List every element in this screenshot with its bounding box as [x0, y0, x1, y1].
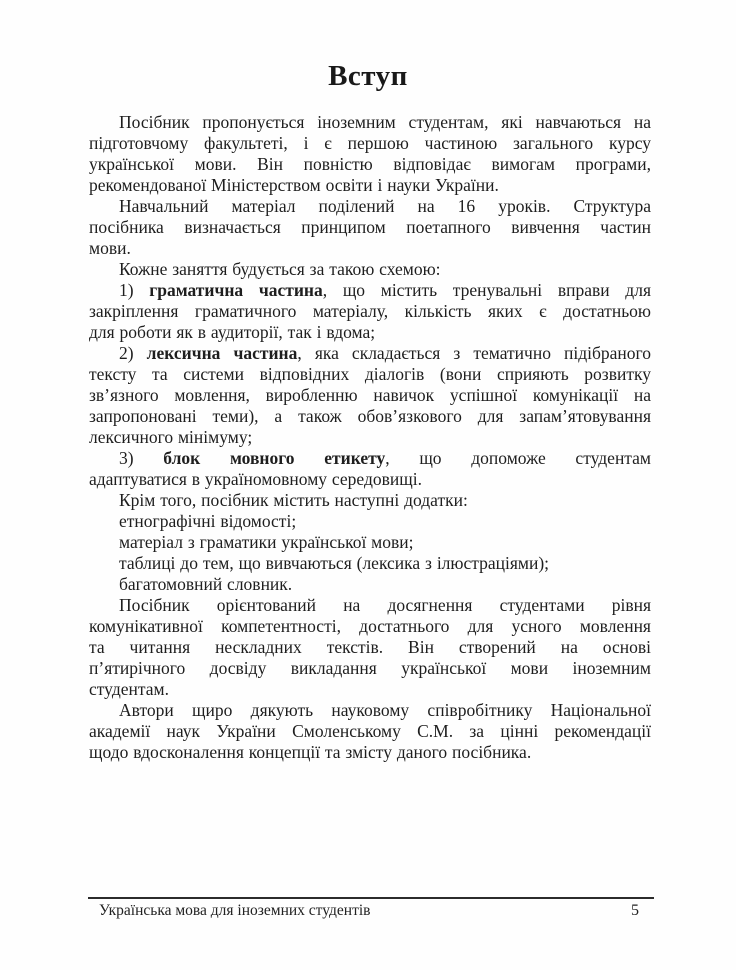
text-line [89, 427, 651, 448]
text-segment: студентам. [89, 679, 169, 699]
text-line [89, 364, 651, 385]
text-line [89, 637, 651, 658]
paragraph [89, 595, 651, 700]
text-segment: адаптуватися в україномовному середовищі. [89, 469, 422, 489]
text-line [89, 154, 651, 175]
text-line [89, 658, 651, 679]
text-line [89, 259, 651, 280]
text-line [89, 196, 651, 217]
text-line [89, 385, 651, 406]
paragraph [89, 448, 651, 490]
text-line [89, 574, 651, 595]
text-segment: Посібник пропонується іноземним студентам, які навчаються на [119, 112, 651, 132]
text-segment: , що допоможе студентам [385, 448, 652, 468]
text-line [89, 511, 651, 532]
page-footer [88, 897, 654, 920]
text-segment: 2) [119, 343, 147, 363]
paragraph [89, 511, 651, 532]
text-segment: тексту та системи відповідних діалогів (вони сприяють розвитку [89, 364, 651, 384]
text-segment: посібника визначається принципом поетапного вивчення частин [89, 217, 651, 237]
text-line [89, 217, 651, 238]
document-body [89, 112, 651, 763]
text-line [89, 700, 651, 721]
bold-run-in-heading: граматична частина [149, 280, 323, 300]
text-line [89, 616, 651, 637]
paragraph [89, 490, 651, 511]
paragraph [89, 112, 651, 196]
paragraph [89, 532, 651, 553]
text-line [89, 679, 651, 700]
text-segment: багатомовний словник. [119, 574, 293, 594]
footer-row [88, 899, 654, 920]
text-segment: матеріал з граматики української мови; [119, 532, 414, 552]
bold-run-in-heading: лексична частина [146, 343, 298, 363]
text-segment: запропоновані теми), а також обов’язкового для запам’ятовування [89, 406, 651, 426]
text-line [89, 721, 651, 742]
text-segment: таблиці до тем, що вивчаються (лексика з ілюстраціями); [119, 553, 550, 573]
text-segment: підготовчому факультеті, і є першою частиною загального курсу [89, 133, 651, 153]
text-line [89, 406, 651, 427]
text-segment: етнографічні відомості; [119, 511, 297, 531]
text-line [89, 175, 651, 196]
text-segment: зв’язного мовлення, виробленню навичок успішної комунікації на [89, 385, 651, 405]
text-segment: щодо вдосконалення концепції та змісту даного посібника. [89, 742, 532, 762]
text-segment: Автори щиро дякують науковому співробітнику Національної [119, 700, 651, 720]
paragraph [89, 196, 651, 259]
text-line [89, 133, 651, 154]
text-segment: Крім того, посібник містить наступні додатки: [119, 490, 468, 510]
text-line [89, 343, 651, 364]
text-segment: закріплення граматичного матеріалу, кількість яких є достатньою [89, 301, 651, 321]
paragraph [89, 343, 651, 448]
text-segment: п’ятирічного досвіду викладання української мови іноземним [89, 658, 651, 678]
paragraph [89, 574, 651, 595]
text-segment: української мови. Він повністю відповідає вимогам програми, [89, 154, 651, 174]
text-segment: та читання нескладних текстів. Він створений на основі [89, 637, 651, 657]
text-segment: для роботи як в аудиторії, так і вдома; [89, 322, 376, 342]
paragraph [89, 553, 651, 574]
paragraph [89, 259, 651, 280]
text-line [89, 448, 651, 469]
text-line [89, 469, 651, 490]
text-segment: лексичного мінімуму; [89, 427, 253, 447]
paragraph [89, 280, 651, 343]
text-line [89, 280, 651, 301]
text-line [89, 742, 651, 763]
text-line [89, 532, 651, 553]
text-segment: 3) [119, 448, 164, 468]
text-line [89, 238, 651, 259]
paragraph [89, 700, 651, 763]
text-segment: мови. [89, 238, 131, 258]
bold-run-in-heading: блок мовного етикету [163, 448, 386, 468]
text-segment: , яка складається з тематично підібраного [297, 343, 652, 363]
footer-running-title: Українська мова для іноземних студентів [99, 902, 371, 919]
text-segment: 1) [119, 280, 150, 300]
footer-page-number: 5 [631, 902, 639, 919]
text-segment: рекомендованої Міністерством освіти і науки України. [89, 175, 499, 195]
text-segment: Навчальний матеріал поділений на 16 уроків. Структура [119, 196, 651, 216]
text-line [89, 553, 651, 574]
text-line [89, 301, 651, 322]
text-line [89, 490, 651, 511]
text-line [89, 112, 651, 133]
text-line [89, 322, 651, 343]
text-segment: , що містить тренувальні вправи для [322, 280, 651, 300]
text-segment: комунікативної компетентності, достатнього для усного мовлення [89, 616, 651, 636]
text-line [89, 595, 651, 616]
page-title: Вступ [328, 60, 408, 92]
text-segment: академії наук України Смоленському С.М. за цінні рекомендації [89, 721, 651, 741]
text-segment: Посібник орієнтований на досягнення студентами рівня [119, 595, 651, 615]
text-segment: Кожне заняття будується за такою схемою: [119, 259, 441, 279]
